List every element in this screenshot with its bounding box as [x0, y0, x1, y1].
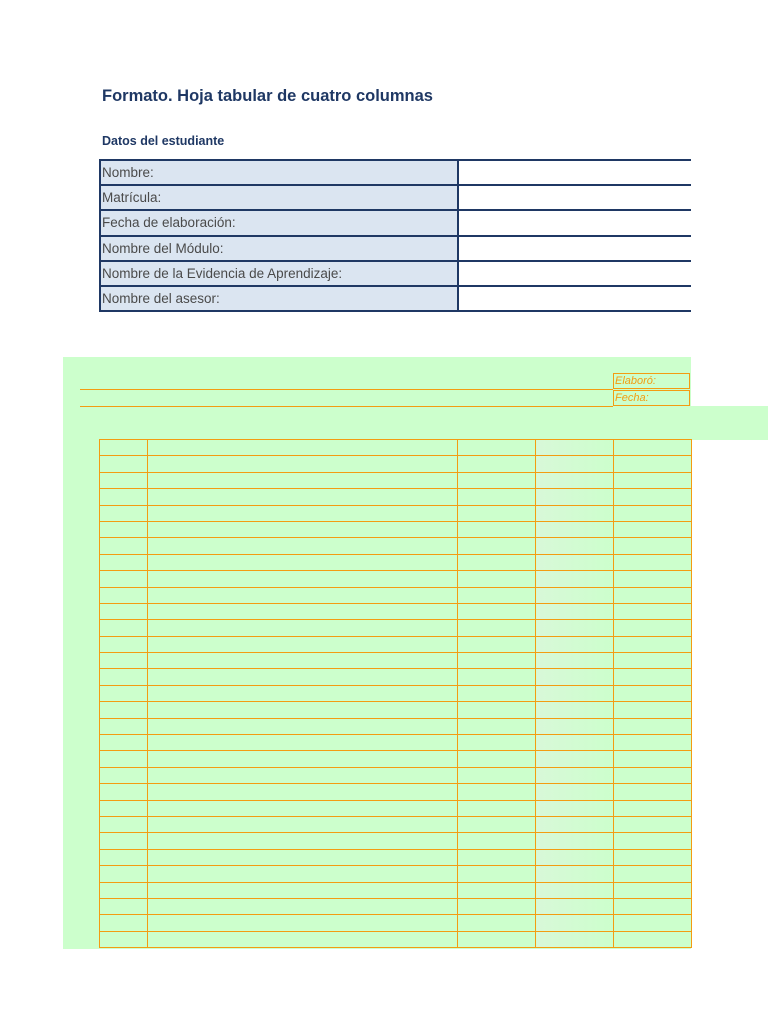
grid-cell-col-b[interactable]: [148, 866, 458, 882]
grid-cell-col-b[interactable]: [148, 702, 458, 718]
grid-cell-col-c[interactable]: [458, 800, 536, 816]
grid-cell-col-e[interactable]: [614, 521, 692, 537]
grid-cell-col-c[interactable]: [458, 440, 536, 456]
grid-cell-col-a[interactable]: [100, 800, 148, 816]
grid-cell-col-d[interactable]: [536, 751, 614, 767]
grid-cell-col-a[interactable]: [100, 521, 148, 537]
grid-cell-col-b[interactable]: [148, 882, 458, 898]
grid-cell-col-a[interactable]: [100, 767, 148, 783]
grid-cell-col-c[interactable]: [458, 603, 536, 619]
grid-row: [100, 554, 692, 570]
grid-cell-col-d[interactable]: [536, 571, 614, 587]
grid-row: [100, 571, 692, 587]
grid-cell-col-e[interactable]: [614, 882, 692, 898]
grid-cell-col-e[interactable]: [614, 833, 692, 849]
grid-cell-col-b[interactable]: [148, 816, 458, 832]
grid-cell-col-e[interactable]: [614, 784, 692, 800]
grid-cell-col-b[interactable]: [148, 472, 458, 488]
grid-cell-col-a[interactable]: [100, 915, 148, 931]
grid-cell-col-e[interactable]: [614, 456, 692, 472]
grid-cell-col-d[interactable]: [536, 915, 614, 931]
grid-cell-col-b[interactable]: [148, 669, 458, 685]
grid-cell-col-d[interactable]: [536, 489, 614, 505]
grid-row: [100, 849, 692, 865]
grid-cell-col-c[interactable]: [458, 702, 536, 718]
grid-cell-col-a[interactable]: [100, 866, 148, 882]
grid-row: [100, 866, 692, 882]
grid-row: [100, 489, 692, 505]
grid-cell-col-c[interactable]: [458, 472, 536, 488]
field-value-modulo[interactable]: [458, 236, 691, 261]
field-value-nombre[interactable]: [458, 160, 691, 185]
grid-cell-col-d[interactable]: [536, 669, 614, 685]
grid-cell-col-d[interactable]: [536, 931, 614, 947]
worksheet-header-line-2: [80, 406, 613, 407]
grid-row: [100, 603, 692, 619]
grid-cell-col-e[interactable]: [614, 620, 692, 636]
grid-cell-col-c[interactable]: [458, 669, 536, 685]
grid-cell-col-a[interactable]: [100, 554, 148, 570]
grid-cell-col-d[interactable]: [536, 784, 614, 800]
grid-cell-col-e[interactable]: [614, 767, 692, 783]
grid-cell-col-c[interactable]: [458, 866, 536, 882]
grid-cell-col-b[interactable]: [148, 440, 458, 456]
grid-cell-col-d[interactable]: [536, 767, 614, 783]
grid-row: [100, 521, 692, 537]
grid-cell-col-e[interactable]: [614, 636, 692, 652]
grid-cell-col-e[interactable]: [614, 440, 692, 456]
grid-cell-col-c[interactable]: [458, 620, 536, 636]
grid-cell-col-e[interactable]: [614, 685, 692, 701]
grid-cell-col-e[interactable]: [614, 866, 692, 882]
grid-cell-col-b[interactable]: [148, 800, 458, 816]
grid-cell-col-a[interactable]: [100, 685, 148, 701]
grid-cell-col-a[interactable]: [100, 603, 148, 619]
worksheet-background-strip: [691, 406, 768, 440]
grid-cell-col-b[interactable]: [148, 718, 458, 734]
grid-cell-col-c[interactable]: [458, 521, 536, 537]
grid-cell-col-d[interactable]: [536, 685, 614, 701]
grid-cell-col-a[interactable]: [100, 505, 148, 521]
grid-cell-col-a[interactable]: [100, 849, 148, 865]
student-field-row-fecha: [100, 210, 691, 235]
grid-row: [100, 653, 692, 669]
grid-cell-col-a[interactable]: [100, 735, 148, 751]
grid-row: [100, 472, 692, 488]
grid-cell-col-b[interactable]: [148, 685, 458, 701]
grid-cell-col-e[interactable]: [614, 653, 692, 669]
grid-row: [100, 456, 692, 472]
field-value-asesor[interactable]: [458, 286, 691, 311]
grid-cell-col-c[interactable]: [458, 833, 536, 849]
grid-cell-col-a[interactable]: [100, 784, 148, 800]
grid-cell-col-a[interactable]: [100, 620, 148, 636]
grid-cell-col-b[interactable]: [148, 571, 458, 587]
grid-cell-col-c[interactable]: [458, 554, 536, 570]
grid-row: [100, 800, 692, 816]
grid-cell-col-e[interactable]: [614, 489, 692, 505]
student-info-table: [99, 159, 691, 312]
grid-cell-col-c[interactable]: [458, 456, 536, 472]
field-label-asesor: Nombre del asesor:: [100, 286, 458, 311]
grid-cell-col-e[interactable]: [614, 898, 692, 914]
grid-cell-col-d[interactable]: [536, 849, 614, 865]
worksheet-grid: [99, 439, 692, 948]
grid-cell-col-d[interactable]: [536, 440, 614, 456]
grid-cell-col-d[interactable]: [536, 456, 614, 472]
grid-cell-col-d[interactable]: [536, 505, 614, 521]
grid-cell-col-e[interactable]: [614, 603, 692, 619]
grid-row: [100, 685, 692, 701]
grid-cell-col-b[interactable]: [148, 849, 458, 865]
grid-cell-col-d[interactable]: [536, 554, 614, 570]
grid-cell-col-e[interactable]: [614, 571, 692, 587]
field-label-modulo: Nombre del Módulo:: [100, 236, 458, 261]
grid-row: [100, 767, 692, 783]
grid-cell-col-d[interactable]: [536, 587, 614, 603]
field-label-matricula: Matrícula:: [100, 185, 458, 210]
student-section-title: Datos del estudiante: [102, 134, 225, 148]
grid-cell-col-e[interactable]: [614, 669, 692, 685]
field-label-evidencia: Nombre de la Evidencia de Aprendizaje:: [100, 261, 458, 286]
grid-row: [100, 620, 692, 636]
grid-row: [100, 833, 692, 849]
grid-cell-col-d[interactable]: [536, 833, 614, 849]
document-title: Formato. Hoja tabular de cuatro columnas: [102, 87, 433, 105]
grid-cell-col-a[interactable]: [100, 702, 148, 718]
grid-cell-col-d[interactable]: [536, 538, 614, 554]
grid-cell-col-a[interactable]: [100, 816, 148, 832]
field-value-matricula[interactable]: [458, 185, 691, 210]
field-label-nombre: Nombre:: [100, 160, 458, 185]
grid-cell-col-a[interactable]: [100, 669, 148, 685]
grid-cell-col-b[interactable]: [148, 620, 458, 636]
grid-cell-col-d[interactable]: [536, 800, 614, 816]
grid-cell-col-d[interactable]: [536, 620, 614, 636]
grid-cell-col-b[interactable]: [148, 538, 458, 554]
grid-cell-col-b[interactable]: [148, 898, 458, 914]
grid-cell-col-c[interactable]: [458, 505, 536, 521]
grid-cell-col-b[interactable]: [148, 521, 458, 537]
grid-row: [100, 735, 692, 751]
grid-cell-col-e[interactable]: [614, 505, 692, 521]
grid-cell-col-a[interactable]: [100, 718, 148, 734]
grid-cell-col-a[interactable]: [100, 538, 148, 554]
field-value-evidencia[interactable]: [458, 261, 691, 286]
student-field-row-modulo: [100, 236, 691, 261]
grid-cell-col-c[interactable]: [458, 882, 536, 898]
worksheet-header-line-1: [80, 389, 613, 390]
worksheet-grid-body: [100, 440, 692, 948]
grid-cell-col-c[interactable]: [458, 915, 536, 931]
grid-cell-col-a[interactable]: [100, 882, 148, 898]
grid-cell-col-b[interactable]: [148, 587, 458, 603]
grid-cell-col-b[interactable]: [148, 636, 458, 652]
student-field-row-matricula: [100, 185, 691, 210]
grid-cell-col-d[interactable]: [536, 898, 614, 914]
grid-row: [100, 784, 692, 800]
grid-cell-col-c[interactable]: [458, 685, 536, 701]
grid-cell-col-c[interactable]: [458, 538, 536, 554]
student-field-row-evidencia: [100, 261, 691, 286]
elaboro-label: Elaboró:: [613, 373, 690, 389]
grid-cell-col-d[interactable]: [536, 472, 614, 488]
student-field-row-nombre: [100, 160, 691, 185]
grid-cell-col-a[interactable]: [100, 898, 148, 914]
grid-cell-col-b[interactable]: [148, 489, 458, 505]
grid-cell-col-c[interactable]: [458, 767, 536, 783]
grid-cell-col-d[interactable]: [536, 718, 614, 734]
grid-cell-col-b[interactable]: [148, 653, 458, 669]
grid-cell-col-a[interactable]: [100, 931, 148, 947]
grid-cell-col-e[interactable]: [614, 702, 692, 718]
grid-cell-col-b[interactable]: [148, 767, 458, 783]
grid-cell-col-d[interactable]: [536, 702, 614, 718]
grid-cell-col-a[interactable]: [100, 653, 148, 669]
grid-cell-col-a[interactable]: [100, 636, 148, 652]
grid-row: [100, 882, 692, 898]
grid-cell-col-a[interactable]: [100, 571, 148, 587]
grid-cell-col-c[interactable]: [458, 636, 536, 652]
grid-cell-col-e[interactable]: [614, 587, 692, 603]
grid-cell-col-b[interactable]: [148, 554, 458, 570]
grid-cell-col-e[interactable]: [614, 849, 692, 865]
grid-cell-col-b[interactable]: [148, 915, 458, 931]
grid-cell-col-b[interactable]: [148, 505, 458, 521]
grid-row: [100, 538, 692, 554]
grid-row: [100, 915, 692, 931]
grid-cell-col-c[interactable]: [458, 571, 536, 587]
grid-cell-col-e[interactable]: [614, 751, 692, 767]
grid-cell-col-b[interactable]: [148, 456, 458, 472]
grid-cell-col-b[interactable]: [148, 735, 458, 751]
grid-cell-col-e[interactable]: [614, 718, 692, 734]
student-field-row-asesor: [100, 286, 691, 311]
grid-cell-col-a[interactable]: [100, 489, 148, 505]
grid-cell-col-a[interactable]: [100, 472, 148, 488]
grid-cell-col-c[interactable]: [458, 735, 536, 751]
grid-row: [100, 702, 692, 718]
grid-cell-col-c[interactable]: [458, 718, 536, 734]
grid-cell-col-d[interactable]: [536, 735, 614, 751]
grid-cell-col-a[interactable]: [100, 833, 148, 849]
grid-cell-col-e[interactable]: [614, 800, 692, 816]
grid-cell-col-b[interactable]: [148, 751, 458, 767]
grid-cell-col-b[interactable]: [148, 833, 458, 849]
grid-row: [100, 751, 692, 767]
grid-cell-col-b[interactable]: [148, 784, 458, 800]
grid-row: [100, 587, 692, 603]
grid-cell-col-d[interactable]: [536, 653, 614, 669]
grid-cell-col-d[interactable]: [536, 866, 614, 882]
grid-cell-col-a[interactable]: [100, 751, 148, 767]
field-label-fecha: Fecha de elaboración:: [100, 210, 458, 235]
grid-cell-col-d[interactable]: [536, 816, 614, 832]
grid-row: [100, 669, 692, 685]
grid-cell-col-c[interactable]: [458, 849, 536, 865]
grid-cell-col-b[interactable]: [148, 603, 458, 619]
grid-cell-col-e[interactable]: [614, 816, 692, 832]
grid-row: [100, 505, 692, 521]
grid-cell-col-d[interactable]: [536, 521, 614, 537]
grid-row: [100, 440, 692, 456]
grid-cell-col-c[interactable]: [458, 816, 536, 832]
grid-cell-col-e[interactable]: [614, 931, 692, 947]
grid-cell-col-c[interactable]: [458, 653, 536, 669]
grid-cell-col-e[interactable]: [614, 735, 692, 751]
fecha-label: Fecha:: [613, 390, 690, 406]
grid-cell-col-e[interactable]: [614, 538, 692, 554]
grid-cell-col-c[interactable]: [458, 784, 536, 800]
grid-cell-col-a[interactable]: [100, 587, 148, 603]
grid-cell-col-e[interactable]: [614, 554, 692, 570]
grid-cell-col-e[interactable]: [614, 472, 692, 488]
grid-cell-col-a[interactable]: [100, 440, 148, 456]
grid-cell-col-d[interactable]: [536, 603, 614, 619]
grid-cell-col-d[interactable]: [536, 636, 614, 652]
grid-row: [100, 898, 692, 914]
grid-cell-col-c[interactable]: [458, 489, 536, 505]
grid-cell-col-c[interactable]: [458, 931, 536, 947]
grid-cell-col-e[interactable]: [614, 915, 692, 931]
grid-row: [100, 931, 692, 947]
grid-cell-col-c[interactable]: [458, 751, 536, 767]
field-value-fecha[interactable]: [458, 210, 691, 235]
grid-cell-col-c[interactable]: [458, 587, 536, 603]
grid-row: [100, 718, 692, 734]
grid-row: [100, 816, 692, 832]
grid-row: [100, 636, 692, 652]
grid-cell-col-a[interactable]: [100, 456, 148, 472]
grid-cell-col-c[interactable]: [458, 898, 536, 914]
grid-cell-col-d[interactable]: [536, 882, 614, 898]
grid-cell-col-b[interactable]: [148, 931, 458, 947]
